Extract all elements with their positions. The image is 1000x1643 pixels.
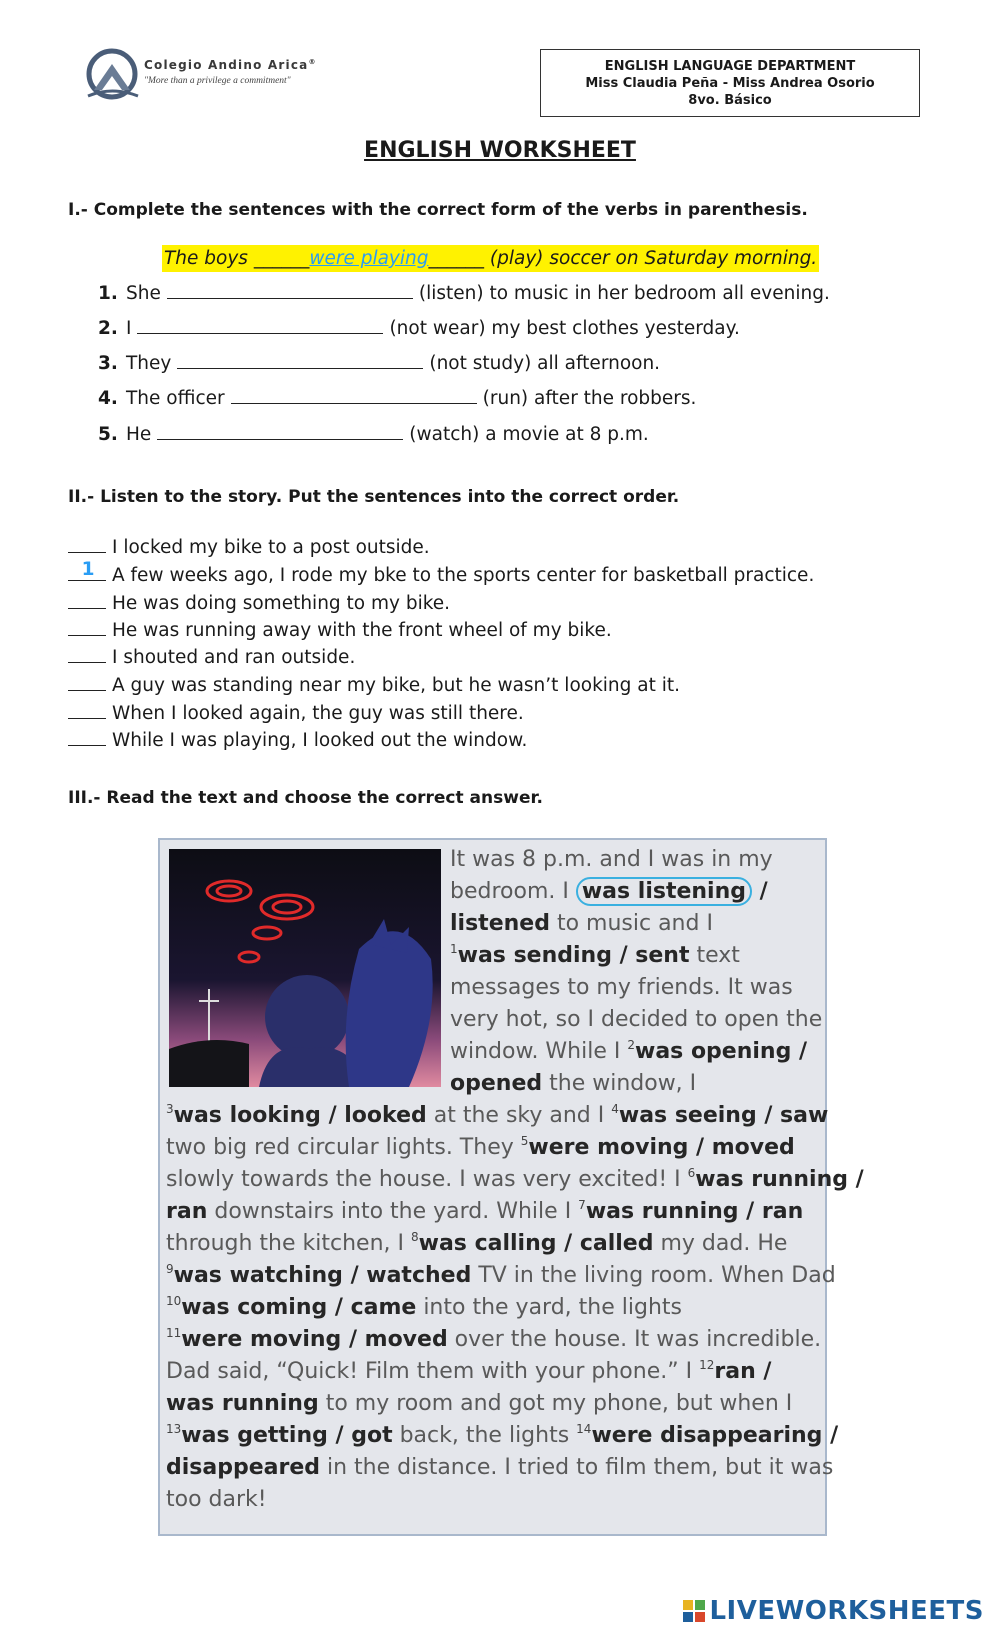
- choice-option[interactable]: was running / ran: [585, 1199, 804, 1224]
- exercise-item: [98, 281, 830, 304]
- ufo-comic-illustration: [169, 849, 441, 1087]
- order-line: [68, 591, 450, 614]
- example-sentence: [162, 245, 819, 272]
- choice-option[interactable]: was looking / looked: [173, 1103, 427, 1128]
- item-number: 5.: [98, 424, 118, 445]
- reading-line-9: $^3$was looking / looked at the sky and I $^4$was seeing / saw: [166, 1102, 829, 1128]
- reading-line-14: $^9$was watching / watched TV in the living room. When Dad: [166, 1262, 836, 1288]
- choice-option[interactable]: listened: [450, 911, 550, 936]
- example-answer: were playing: [309, 248, 429, 269]
- order-line: [68, 728, 527, 751]
- answer-blank-3[interactable]: [177, 351, 423, 369]
- item-subject: She: [126, 283, 161, 304]
- reading-line-7: window. While I $^2$was opening /: [450, 1038, 808, 1064]
- item-number: 3.: [98, 353, 118, 374]
- section-1-heading: I.- Complete the sentences with the correct form of the verbs in parenthesis.: [68, 200, 808, 220]
- reading-line-13: through the kitchen, I $^8$was calling / called my dad. He: [166, 1230, 788, 1256]
- order-blank[interactable]: [68, 673, 106, 691]
- reading-line-17: Dad said, “Quick! Film them with your phone.” I $^{12}$ran /: [166, 1358, 772, 1384]
- exercise-item: [98, 316, 740, 339]
- order-line: [68, 645, 355, 668]
- item-rest: (run) after the robbers.: [482, 388, 697, 409]
- reading-line-2: bedroom. I was listening /: [450, 879, 768, 904]
- item-number: 4.: [98, 388, 118, 409]
- reading-line-1: It was 8 p.m. and I was in my: [450, 847, 773, 872]
- choice-option[interactable]: was running /: [695, 1167, 864, 1192]
- order-text: When I looked again, the guy was still there.: [112, 703, 524, 724]
- order-text: I locked my bike to a post outside.: [112, 537, 430, 558]
- order-blank[interactable]: [68, 618, 106, 636]
- choice-option[interactable]: opened: [450, 1071, 543, 1096]
- reading-line-12: ran downstairs into the yard. While I $^7$was running / ran: [166, 1198, 804, 1224]
- answer-blank-2[interactable]: [137, 316, 383, 334]
- order-text: While I was playing, I looked out the window.: [112, 730, 528, 751]
- section-2-heading: II.- Listen to the story. Put the sentences into the correct order.: [68, 487, 680, 507]
- example-before: The boys ______: [164, 248, 310, 269]
- choice-option[interactable]: ran /: [714, 1359, 772, 1384]
- answer-blank-5[interactable]: [157, 422, 403, 440]
- order-text: A guy was standing near my bike, but he wasn’t looking at it.: [112, 675, 681, 696]
- liveworksheets-brand: [683, 1596, 984, 1626]
- order-blank[interactable]: [68, 645, 106, 663]
- item-subject: They: [126, 353, 172, 374]
- order-blank[interactable]: [68, 701, 106, 719]
- school-motto: "More than a privilege a commitment": [144, 76, 291, 86]
- reading-line-20: disappeared in the distance. I tried to film them, but it was: [166, 1455, 834, 1480]
- department-name: ENGLISH LANGUAGE DEPARTMENT: [604, 59, 856, 74]
- item-number: 1.: [98, 283, 118, 304]
- item-rest: (not wear) my best clothes yesterday.: [389, 318, 740, 339]
- item-subject: The officer: [126, 388, 225, 409]
- order-line: [68, 673, 680, 696]
- choice-option[interactable]: was calling / called: [418, 1231, 654, 1256]
- choice-option[interactable]: was running: [166, 1391, 319, 1416]
- school-name: Colegio Andino Arica®: [144, 58, 317, 72]
- choice-option[interactable]: ran: [166, 1199, 208, 1224]
- order-blank[interactable]: [68, 591, 106, 609]
- order-text: I shouted and ran outside.: [112, 647, 356, 668]
- item-rest: (watch) a movie at 8 p.m.: [409, 424, 649, 445]
- order-line: [68, 559, 815, 586]
- reading-line-19: $^{13}$was getting / got back, the lights $^{14}$were disappearing /: [166, 1422, 839, 1448]
- brand-name: LIVEWORKSHEETS: [709, 1596, 984, 1626]
- exercise-item: [98, 351, 660, 374]
- choice-option[interactable]: were moving / moved: [528, 1135, 795, 1160]
- reading-line-21: too dark!: [166, 1487, 267, 1512]
- exercise-item: [98, 422, 649, 445]
- reading-line-3: listened to music and I: [450, 911, 713, 936]
- order-text: A few weeks ago, I rode my bke to the sports center for basketball practice.: [112, 565, 815, 586]
- choice-option[interactable]: disappeared: [166, 1455, 321, 1480]
- item-subject: I: [126, 318, 132, 339]
- reading-line-4: $^1$was sending / sent text: [450, 942, 740, 968]
- grade-level: 8vo. Básico: [688, 93, 772, 108]
- item-number: 2.: [98, 318, 118, 339]
- choice-option[interactable]: was coming / came: [181, 1295, 417, 1320]
- reading-line-15: $^{10}$was coming / came into the yard, the lights: [166, 1294, 682, 1320]
- circled-answer[interactable]: was listening: [576, 877, 752, 906]
- choice-option[interactable]: was seeing / saw: [618, 1103, 829, 1128]
- reading-line-10: two big red circular lights. They $^5$were moving / moved: [166, 1134, 795, 1160]
- order-answer: 1: [81, 559, 95, 580]
- item-rest: (listen) to music in her bedroom all evening.: [418, 283, 830, 304]
- choice-option[interactable]: was getting / got: [181, 1423, 393, 1448]
- order-blank[interactable]: [68, 535, 106, 553]
- reading-line-6: very hot, so I decided to open the: [450, 1007, 823, 1032]
- page-title: ENGLISH WORKSHEET: [364, 138, 636, 163]
- order-line: [68, 701, 524, 724]
- section-3-heading: III.- Read the text and choose the correct answer.: [68, 788, 543, 808]
- choice-option[interactable]: were disappearing /: [591, 1423, 839, 1448]
- teacher-names: Miss Claudia Peña - Miss Andrea Osorio: [585, 76, 875, 91]
- item-rest: (not study) all afternoon.: [429, 353, 661, 374]
- order-line: [68, 535, 430, 558]
- department-box: [540, 49, 920, 117]
- reading-line-11: slowly towards the house. I was very excited! I $^6$was running /: [166, 1166, 864, 1192]
- order-line: [68, 618, 612, 641]
- reading-line-18: was running to my room and got my phone, but when I: [166, 1391, 793, 1416]
- school-logo-icon: [84, 46, 144, 106]
- reading-line-16: $^{11}$were moving / moved over the house. It was incredible.: [166, 1326, 822, 1352]
- reading-line-8: opened the window, I: [450, 1071, 697, 1096]
- answer-blank-4[interactable]: [231, 386, 477, 404]
- answer-blank-1[interactable]: [167, 281, 413, 299]
- order-blank[interactable]: [68, 728, 106, 746]
- order-text: He was running away with the front wheel of my bike.: [112, 620, 612, 641]
- liveworksheets-logo-icon: [683, 1600, 705, 1622]
- exercise-item: [98, 386, 696, 409]
- example-after: ______ (play) soccer on Saturday morning.: [428, 248, 818, 269]
- order-blank[interactable]: [68, 559, 106, 581]
- choice-option[interactable]: were moving / moved: [181, 1327, 448, 1352]
- item-subject: He: [126, 424, 152, 445]
- choice-option[interactable]: was opening /: [635, 1039, 808, 1064]
- choice-option[interactable]: was watching / watched: [173, 1263, 472, 1288]
- order-text: He was doing something to my bike.: [112, 593, 451, 614]
- reading-line-5: messages to my friends. It was: [450, 975, 793, 1000]
- choice-option[interactable]: was sending / sent: [457, 943, 690, 968]
